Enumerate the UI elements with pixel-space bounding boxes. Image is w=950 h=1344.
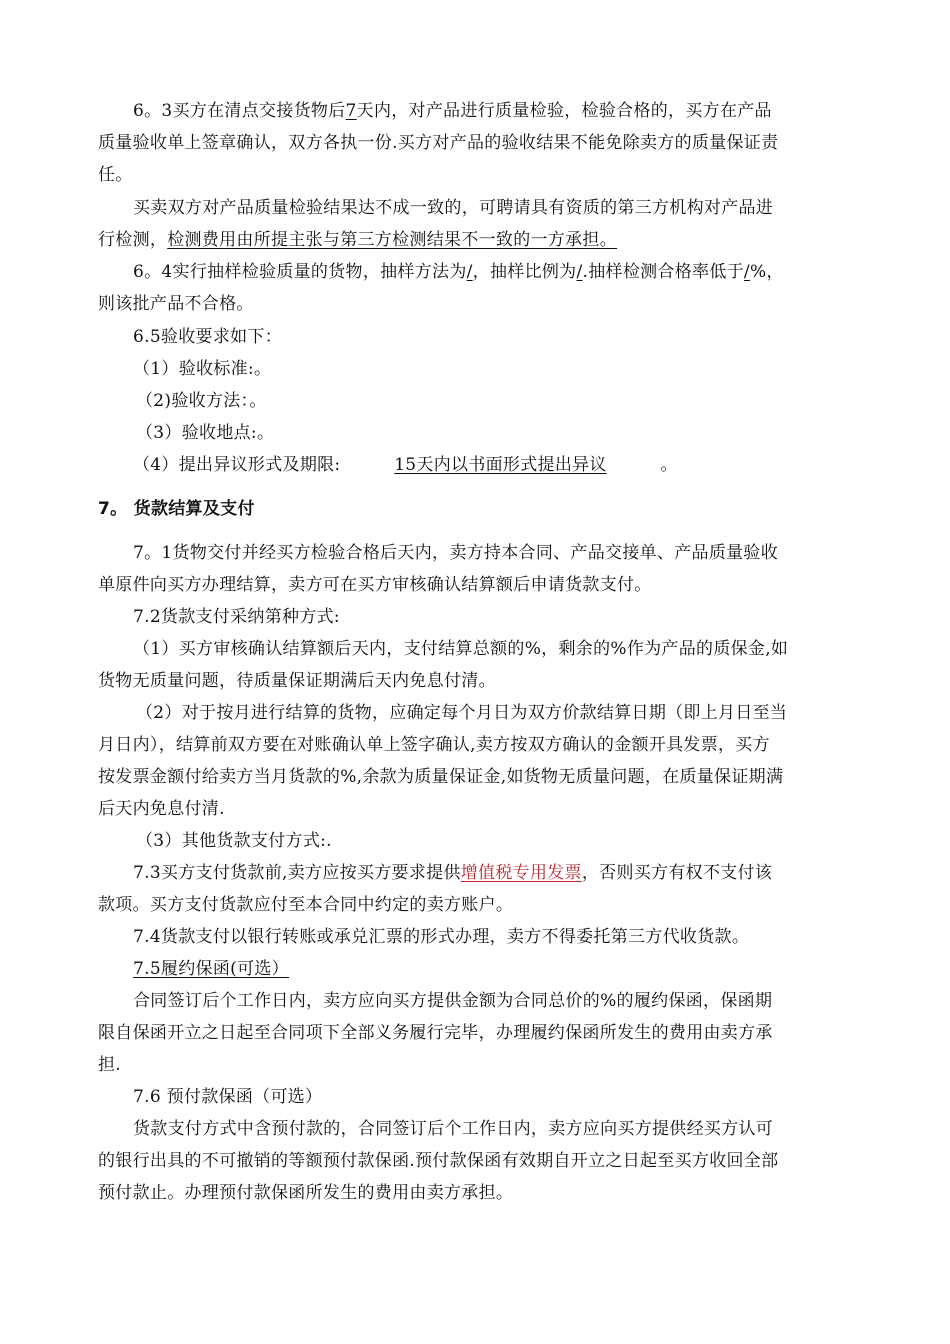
- vat-invoice-link[interactable]: 增值税专用发票: [460, 863, 582, 883]
- payment-option-1-line-2: 货物无质量问题，待质量保证期满后天内免息付清。: [98, 671, 496, 691]
- clause-7-6-title: 7.6 预付款保函（可选）: [133, 1087, 323, 1107]
- clause-7-6-line-1: 货款支付方式中含预付款的，合同签订后个工作日内，卖方应向买方提供经买方认可: [133, 1119, 774, 1139]
- sampling-method: /: [466, 262, 473, 282]
- pass-rate: /: [743, 262, 750, 282]
- acceptance-standard: （1）验收标准:。: [133, 359, 272, 379]
- clause-7-5-line-2: 限自保函开立之日起至合同项下全部义务履行完毕，办理履约保函所发生的费用由卖方承: [98, 1023, 773, 1043]
- clause-7-3-line-2: 款项。买方支付货款应付至本合同中约定的卖方账户。: [98, 895, 514, 915]
- sampling-ratio: /: [576, 262, 583, 282]
- inspection-days: 7: [345, 101, 357, 121]
- clause-7-1-line-2: 单原件向买方办理结算，卖方可在买方审核确认结算额后申请货款支付。: [98, 575, 652, 595]
- clause-7-5-title: 7.5履约保函(可选）: [133, 959, 289, 979]
- objection-terms: （4）提出异议形式及期限: 15天内以书面形式提出异议 。: [133, 455, 678, 475]
- clause-6-4-line-1: 6。4实行抽样检验质量的货物，抽样方法为/，抽样比例为/.抽样检测合格率低于/%，: [133, 262, 784, 282]
- clause-6-5-title: 6.5验收要求如下：: [133, 327, 283, 347]
- dispute-line-2: 行检测，检测费用由所提主张与第三方检测结果不一致的一方承担。: [98, 230, 618, 250]
- payment-option-2-line-3: 按发票金额付给卖方当月货款的%,余款为质量保证金,如货物无质量问题，在质量保证期满: [98, 767, 784, 787]
- objection-terms-blank: 15天内以书面形式提出异议: [394, 455, 607, 475]
- payment-option-1-line-1: （1）买方审核确认结算额后天内，支付结算总额的%，剩余的%作为产品的质保金,如: [133, 639, 789, 659]
- acceptance-method: （2)验收方法：。: [136, 391, 267, 411]
- clause-7-5-line-3: 担.: [98, 1055, 122, 1075]
- clause-6-3-line-1: 6。3买方在清点交接货物后7天内，对产品进行质量检验，检验合格的，买方在产品: [133, 101, 772, 121]
- clause-6-3-line-2: 质量验收单上签章确认，双方各执一份.买方对产品的验收结果不能免除卖方的质量保证责: [98, 133, 779, 153]
- acceptance-location: （3）验收地点:。: [136, 423, 275, 443]
- dispute-cost-clause: 检测费用由所提主张与第三方检测结果不一致的一方承担。: [167, 230, 618, 250]
- clause-6-4-line-2: 则该批产品不合格。: [98, 294, 254, 314]
- clause-7-2-title: 7.2货款支付采纳第种方式:: [133, 607, 340, 627]
- payment-option-3: （3）其他货款支付方式:.: [136, 831, 332, 851]
- clause-6-3-line-3: 任。: [98, 165, 133, 185]
- clause-7-1-line-1: 7。1货物交付并经买方检验合格后天内，卖方持本合同、产品交接单、产品质量验收: [133, 543, 779, 563]
- payment-option-2-line-4: 后天内免息付清.: [98, 799, 225, 819]
- clause-7-5-line-1: 合同签订后个工作日内，卖方应向买方提供金额为合同总价的%的履约保函，保函期: [133, 991, 773, 1011]
- clause-7-4: 7.4货款支付以银行转账或承兑汇票的形式办理，卖方不得委托第三方代收货款。: [133, 927, 750, 947]
- payment-option-2-line-2: 月日内），结算前双方要在对账确认单上签字确认,卖方按双方确认的金额开具发票，买方: [98, 735, 770, 755]
- section-7-heading: 7。 货款结算及支付: [98, 499, 255, 519]
- payment-option-2-line-1: （2）对于按月进行结算的货物，应确定每个月日为双方价款结算日期（即上月日至当: [136, 703, 788, 723]
- clause-7-6-line-3: 预付款止。办理预付款保函所发生的费用由卖方承担。: [98, 1183, 514, 1203]
- clause-7-6-line-2: 的银行出具的不可撤销的等额预付款保函.预付款保函有效期自开立之日起至买方收回全部: [98, 1151, 779, 1171]
- clause-7-3-line-1: 7.3买方支付货款前,卖方应按买方要求提供增值税专用发票，否则买方有权不支付该: [133, 863, 773, 883]
- dispute-line-1: 买卖双方对产品质量检验结果达不成一致的，可聘请具有资质的第三方机构对产品进: [133, 198, 774, 218]
